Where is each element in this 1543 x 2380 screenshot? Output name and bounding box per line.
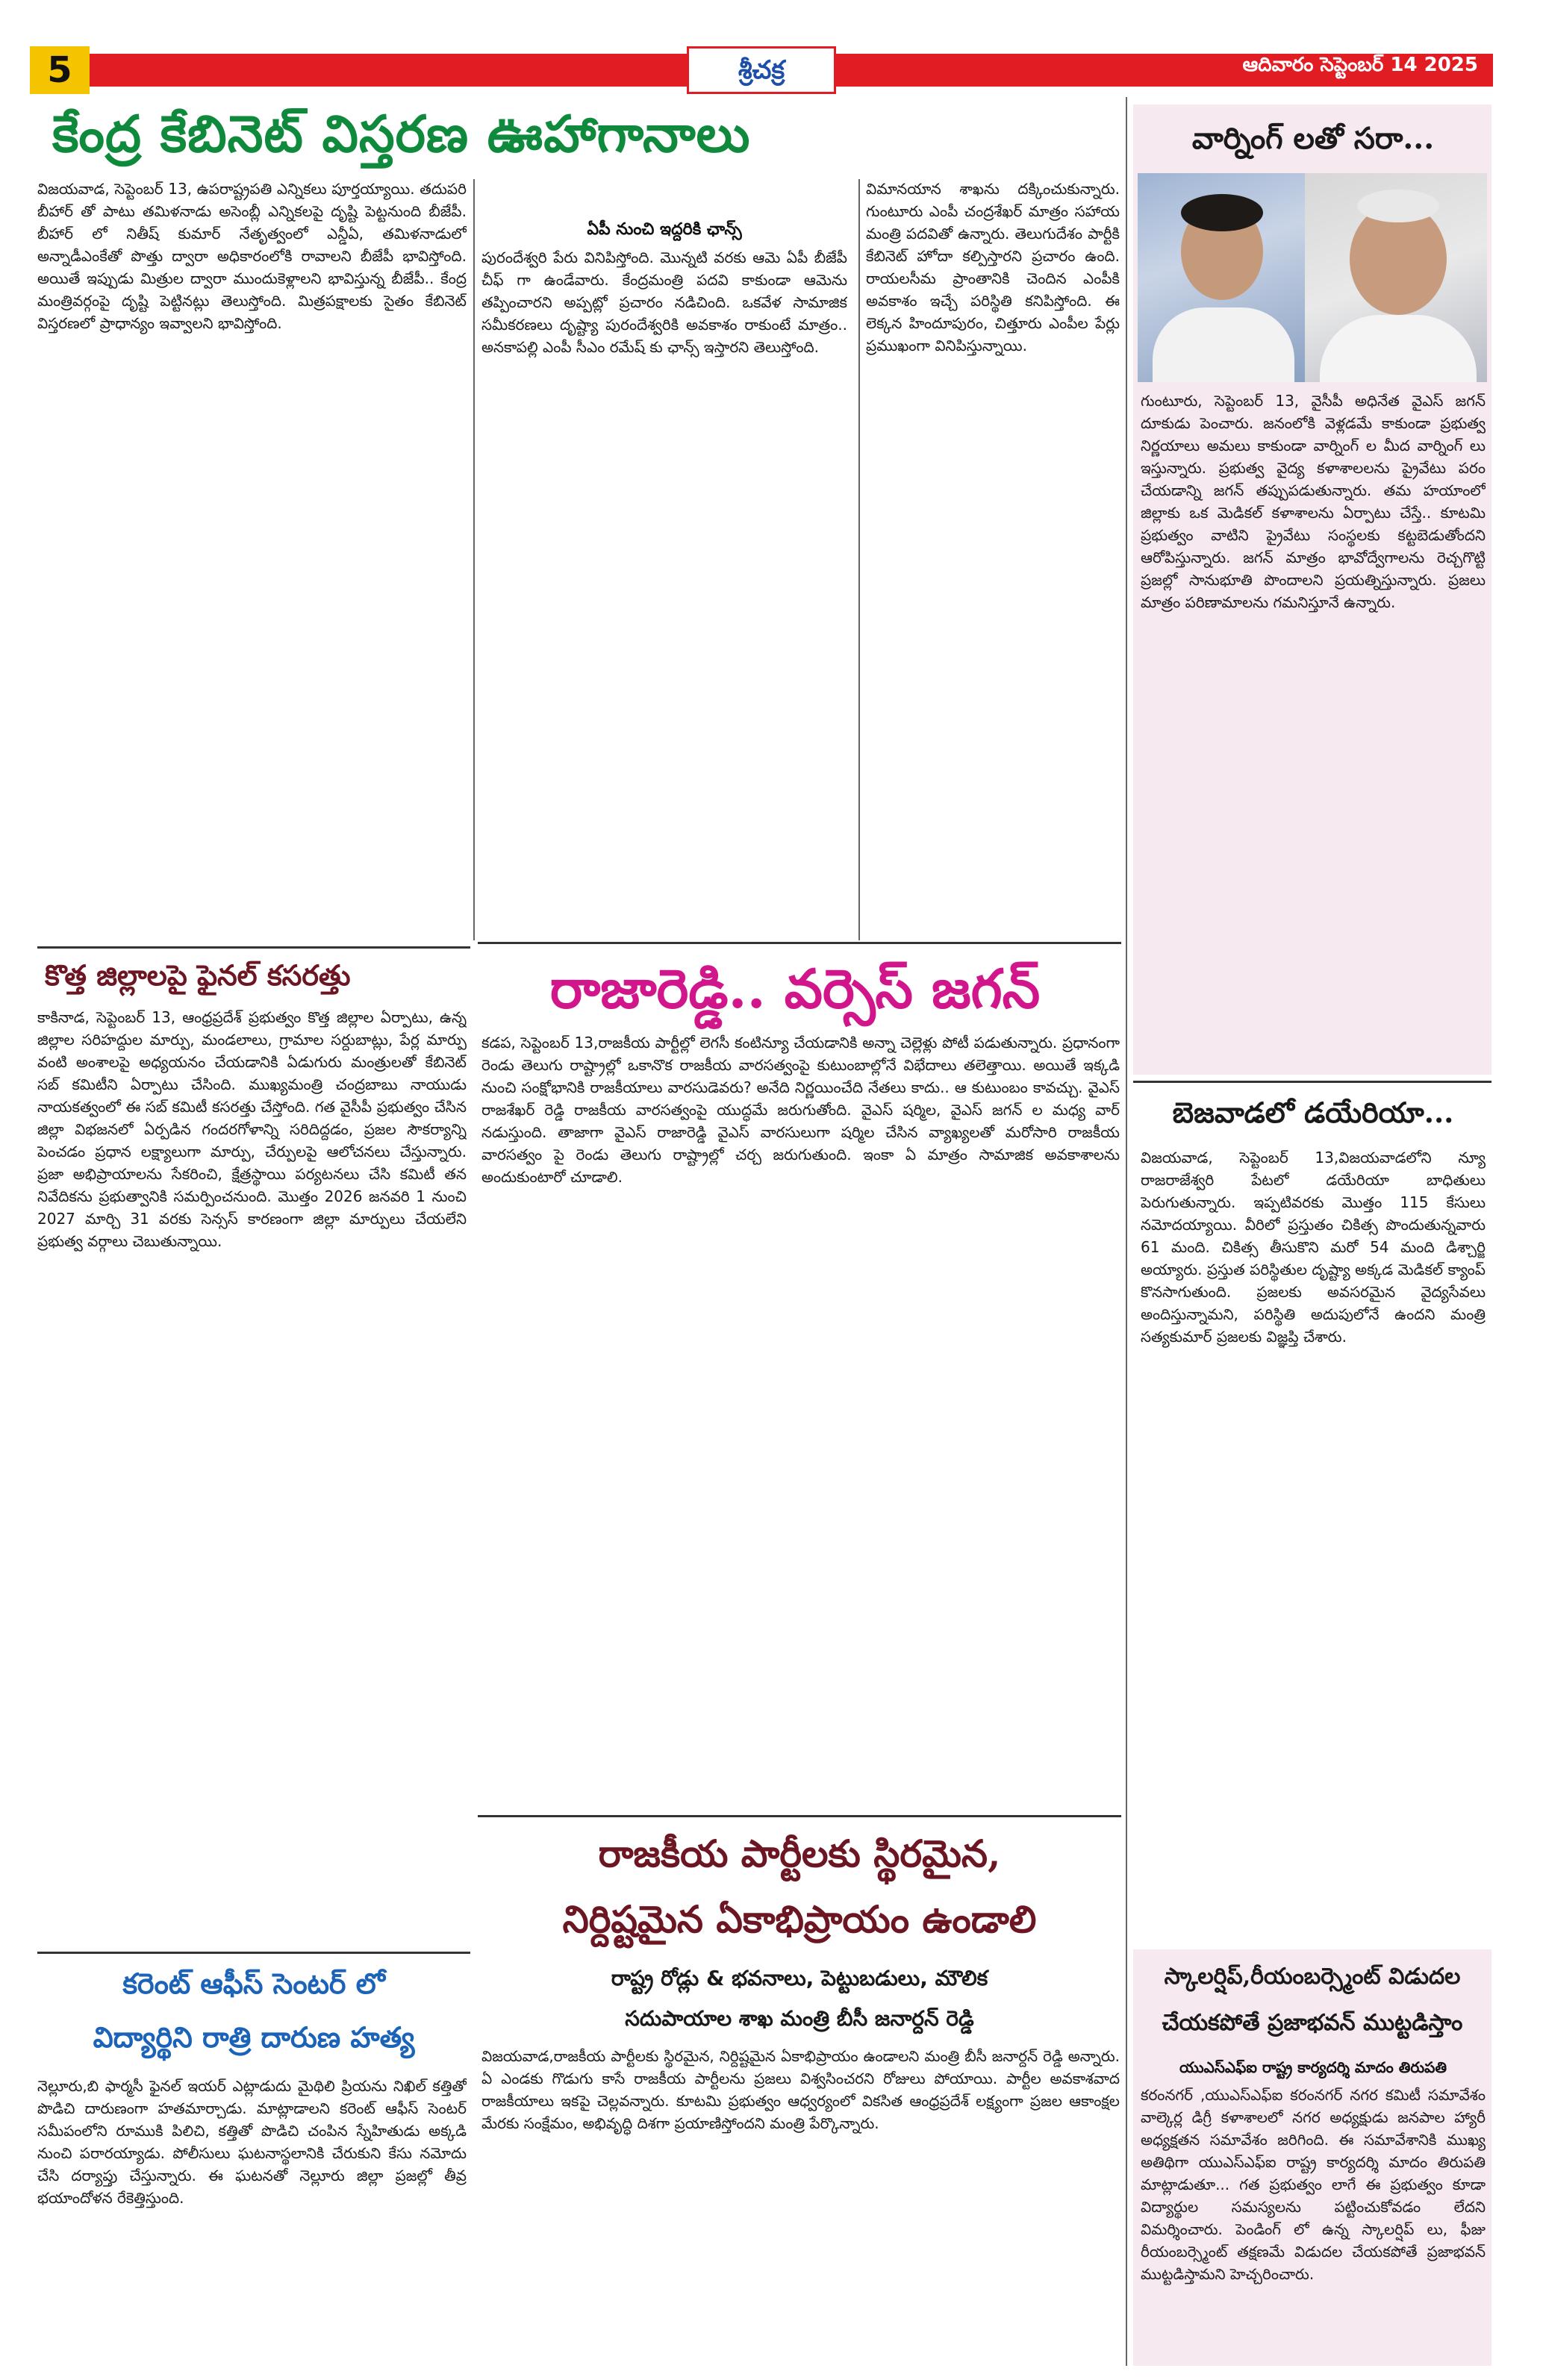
minister-subhead [478, 1958, 1121, 2040]
newspaper-logo [687, 46, 836, 94]
rajareddy-headline: రాజారెడ్డి.. వర్సెస్ జగన్ [549, 957, 1041, 1020]
current-office-headline [45, 1957, 463, 2069]
scholarship-headline-line2: చేయకపోతే ప్రజాభవన్ ముట్టడిస్తాం [1162, 2010, 1463, 2036]
jagan-photo [1138, 173, 1305, 382]
person-hair [1181, 194, 1263, 231]
warnings-body [1141, 390, 1486, 1069]
scholarship-subhead: యుఎస్ఎఫ్ఐ రాష్ట్ర కార్యదర్శి మాదం తిరుపతి [1179, 2058, 1447, 2076]
lead-body [37, 178, 467, 939]
lead-subhead: ఏపీ నుంచి ఇద్దరికి ఛాన్స్ [587, 220, 742, 239]
person-shirt [1153, 307, 1294, 382]
minister-headline-line1: రాజకీయ పార్టీలకు స్థిరమైన, [598, 1831, 1001, 1875]
person-shirt [1320, 315, 1477, 382]
minister-headline [478, 1821, 1121, 1955]
lead-col3 [866, 178, 1120, 939]
warnings-headline: వార్నింగ్ లతో సరా... [1191, 121, 1435, 156]
scholarship-paragraph: కరంనగర్ ,యుఎస్ఎఫ్ఐ కరంనగర్ నగర కమిటీ సమావేశం వాల్కెర్ల డిగ్రీ కళాశాలలో నగర అధ్యక్షుడు జనపాల హ్యారీ అధ్యక్షతన సమావేశం జరిగింది. ఈ సమావేశానికి ముఖ్య అతిథిగా యుఎస్ఎఫ్ఐ రాష్ట్ర కార్యదర్శి మాదం తిరుపతి మాట్లాడుతూ... గత ప్రభుత్వం లాగే ఈ ప్రభుత్వం కూడా విద్యార్థుల సమస్యలను పట్టించుకోవడం లేదని విమర్శించారు. పెండింగ్ లో ఉన్న స్కాలర్షిప్ లు, ఫీజు రీయంబర్స్మెంట్ తక్షణమే విడుదల చేయకపోతే ప్రజాభవన్ ముట్టడిస్తామని హెచ్చరించారు. [1141, 2086, 1486, 2283]
scholarship-headline [1136, 1954, 1489, 2051]
lead-col2 [481, 246, 847, 939]
diarrhea-headline: బెజవాడలో డయేరియా... [1172, 1096, 1454, 1129]
current-office-headline-line2: విద్యార్థిని రాత్రి దారుణ హత్య [93, 2020, 415, 2054]
districts-body [37, 1006, 467, 1946]
current-office-headline-line1: కరెంట్ ఆఫీస్ సెంటర్ లో [122, 1967, 385, 2000]
minister-paragraph: విజయవాడ,రాజకీయ పార్టీలకు స్థిరమైన, నిర్దిష్టమైన ఏకాభిప్రాయం ఉండాలని మంత్రి బీసీ జనార్దన్ రెడ్డి అన్నారు. ఏ ఎండకు గొడుగు కాసే రాజకీయ పార్టీలను ప్రజలు విశ్వసించరని రోజులు పోయాయి. పార్టీల అవకాశవాద రాజకీయాలు ఇకపై చెల్లవన్నారు. కూటమి ప్రభుత్వం ఆధ్వర్యంలో వికసిత ఆంధ్రప్రదేశ్ లక్ష్యంగా ప్రజల ఆకాంక్షల మేరకు సంక్షేమం, అభివృద్ధి దిశగా ప్రయాణిస్తోందని మంత్రి పేర్కొన్నారు. [481, 2047, 1120, 2132]
logo-text: శ్రీచక్ర [738, 55, 785, 85]
diarrhea-body [1141, 1146, 1486, 1945]
lead-headline: కేంద్ర కేబినెట్ విస్తరణ ఊహాగానాలు [52, 104, 751, 164]
naidu-photo [1305, 173, 1487, 382]
current-office-body [37, 2075, 467, 2366]
diarrhea-paragraph: విజయవాడ, సెప్టెంబర్ 13,విజయవాడలోని న్యూ రాజరాజేశ్వరి పేటలో డయేరియా బాధితులు పెరుగుతున్నారు. ఇప్పటివరకు మొత్తం 115 కేసులు నమోదయ్యాయి. వీరిలో ప్రస్తుతం చికిత్స పొందుతున్నవారు 61 మంది. చికిత్స తీసుకొని మరో 54 మంది డిశ్చార్జి అయ్యారు. ప్రస్తుత పరిస్థితుల దృష్ట్యా అక్కడ మెడికల్ క్యాంప్ కొనసాగుతుంది. ప్రజలకు అవసరమైన వైద్యసేవలు అందిస్తున్నామని, పరిస్థితి అదుపులోనే ఉందని మంత్రి సత్యకుమార్ ప్రజలకు విజ్ఞప్తి చేశారు. [1141, 1149, 1486, 1346]
rajareddy-body [481, 1031, 1120, 1811]
minister-headline-line2: నిర్దిష్టమైన ఏకాభిప్రాయం ఉండాలి [562, 1897, 1037, 1941]
minister-subhead-line2: సదుపాయాల శాఖ మంత్రి బీసీ జనార్దన్ రెడ్డి [625, 2006, 974, 2031]
districts-headline: కొత్త జిల్లాలపై ఫైనల్ కసరత్తు [45, 958, 351, 992]
lead-col3-paragraph: విమానయాన శాఖను దక్కించుకున్నారు. గుంటూరు ఎంపీ చంద్రశేఖర్ మాత్రం సహాయ మంత్రి పదవితో ఉన్నారు. తెలుగుదేశం పార్టీకి కేబినెట్ హోదా కల్పిస్తారని ప్రచారం ఉంది. రాయలసీమ ప్రాంతానికి చెందిన ఎంపీకి అవకాశం ఇచ్చే పరిస్థితి కనిపిస్తోంది. ఈ లెక్కన హిందూపురం, చిత్తూరు ఎంపీల పేర్లు ప్రముఖంగా వినిపిస్తున్నాయి. [866, 180, 1120, 354]
page-number: 5 [30, 46, 90, 94]
rajareddy-paragraph: కడప, సెప్టెంబర్ 13,రాజకీయ పార్టీల్లో లెగసీ కంటిన్యూ చేయడానికి అన్నా చెల్లెళ్లు పోటీ పడుతున్నారు. ప్రధానంగా రెండు తెలుగు రాష్ట్రాల్లో ఒకానొక రాజకీయ వారసత్వంపై కుటుంబాల్లోనే విభేదాలు తలెత్తాయి. అయితే ఇక్కడి నుంచి సంక్షోభానికి రాజకీయాలు వారసుడెవరు? అనేది నిర్ణయించేది నేతలు కాదు.. ఆ కుటుంబం కావచ్చు. వైఎస్ రాజశేఖర్ రెడ్డి రాజకీయ వారసత్వంపై యుద్ధమే జరుగుతోంది. వైఎస్ షర్మిల, వైఎస్ జగన్ ల మధ్య వార్ నడుస్తుంది. తాజాగా వైఎస్ రాజారెడ్డి వైఎస్ వారసులుగా షర్మిల చేసిన వ్యాఖ్యలతో మరోసారి రాజకీయ వారసత్వం పై రెండు తెలుగు రాష్ట్రాల్లో చర్చ జరుగుతుంది. ఇంకా ఏ మాత్రం సామాజిక అవకాశాలను అందుకుంటారో చూడాలి. [481, 1034, 1120, 1186]
districts-paragraph: కాకినాడ, సెప్టెంబర్ 13, ఆంధ్రప్రదేశ్ ప్రభుత్వం కొత్త జిల్లాల ఏర్పాటు, ఉన్న జిల్లాల సరిహద్దుల మార్పు, మండలాలు, గ్రామాల సర్దుబాట్లు, పేర్ల మార్పు వంటి అంశాలపై అధ్యయనం చేయడానికి ఏడుగురు మంత్రులతో కేబినెట్ సబ్ కమిటీని ఏర్పాటు చేసింది. ముఖ్యమంత్రి చంద్రబాబు నాయుడు నాయకత్వంలో ఈ సబ్ కమిటీ కసరత్తు చేస్తోంది. గత వైసీపీ ప్రభుత్వం చేసిన జిల్లా విభజనలో ఏర్పడిన గందరగోళాన్ని సరిదిద్దడం, ప్రజల సౌకర్యాన్ని పెంచడం ప్రధాన లక్ష్యాలుగా మార్పు, చేర్పులపై ఆలోచనలు చేస్తున్నారు. ప్రజా అభిప్రాయాలను సేకరించి, క్షేత్రస్థాయి పర్యటనలు చేసి కమిటీ తన నివేదికను ప్రభుత్వానికి సమర్పించనుంది. మొత్తం 2026 జనవరి 1 నుంచి 2027 మార్చి 31 వరకు సెన్సస్ కారణంగా జిల్లా మార్పులు చేయలేని ప్రభుత్వ వర్గాలు చెబుతున్నాయి. [37, 1008, 467, 1250]
lead-paragraph: విజయవాడ, సెప్టెంబర్ 13, ఉపరాష్ట్రపతి ఎన్నికలు పూర్తయ్యాయి. తదుపరి బీహార్ తో పాటు తమిళనాడు అసెంబ్లీ ఎన్నికలపై దృష్టి పెట్టనుంది బీజేపీ. బీహార్ లో నితీష్ కుమార్ నేతృత్వంలో ఎన్డీఏ, తమిళనాడులో అన్నాడీఎంకేతో పొత్తు ద్వారా అధికారంలోకి రావాలని బీజేపీ భావిస్తోంది. అయితే ఇప్పుడు మిత్రుల ద్వారా ముందుకెళ్లాలని భావిస్తున్న బీజేపీ.. కేంద్ర మంత్రివర్గంపై దృష్టి పెట్టినట్లు తెలుస్తోంది. మిత్రపక్షాలకు సైతం కేబినెట్ విస్తరణలో ప్రాధాన్యం ఇవ్వాలని భావిస్తోంది. [37, 180, 467, 332]
warnings-paragraph: గుంటూరు, సెప్టెంబర్ 13, వైసీపీ అధినేత వైఎస్ జగన్ దూకుడు పెంచారు. జనంలోకి వెళ్లడమే కాకుండా ప్రభుత్వ నిర్ణయాలు అమలు కాకుండా వార్నింగ్ ల మీద వార్నింగ్ లు ఇస్తున్నారు. ప్రభుత్వ వైద్య కళాశాలలను ప్రైవేటు పరం చేయడాన్ని జగన్ తప్పుపడుతున్నారు. తమ హయాంలో జిల్లాకు ఒక మెడికల్ కళాశాలను ఏర్పాటు చేస్తే.. కూటమి ప్రభుత్వం వాటిని ప్రైవేటు సంస్థలకు కట్టబెడుతోందని ఆరోపిస్తున్నారు. జగన్ మాత్రం భావోద్వేగాలను రెచ్చగొట్టి ప్రజల్లో సానుభూతి పొందాలని ప్రయత్నిస్తున్నారు. ప్రజలు మాత్రం పరిణామాలను గమనిస్తూనే ఉన్నారు. [1141, 392, 1486, 611]
scholarship-body [1141, 2084, 1486, 2360]
issue-date: ఆదివారం సెప్టెంబర్ 14 2025 [1242, 54, 1478, 76]
minister-subhead-line1: రాష్ట్ర రోడ్లు & భవనాలు, పెట్టుబడులు, మౌలిక [611, 1966, 988, 1990]
scholarship-headline-line1: స్కాలర్షిప్,రీయంబర్స్మెంట్ విడుదల [1164, 1964, 1461, 1990]
masthead [30, 46, 1493, 94]
minister-body [481, 2045, 1120, 2366]
person-hair [1357, 190, 1439, 222]
lead-col2-paragraph: పురందేశ్వరి పేరు వినిపిస్తోంది. మొన్నటి వరకు ఆమె ఏపీ బీజేపీ చీఫ్ గా ఉండేవారు. కేంద్రమంత్రి పదవి కాకుండా ఆమెను తప్పించారని అప్పట్లో ప్రచారం నడిచింది. ఒకవేళ సామాజిక సమీకరణలు దృష్ట్యా పురందేశ్వరికి అవకాశం రాకుంటే మాత్రం.. అనకాపల్లి ఎంపీ సీఎం రమేష్ కు ఛాన్స్ ఇస్తారని తెలుస్తోంది. [481, 249, 847, 356]
current-office-paragraph: నెల్లూరు,బి ఫార్మసీ ఫైనల్ ఇయర్ ఎట్లాడుదు మైథిలి ప్రియను నిఖిల్ కత్తితో పొడిచి దారుణంగా హతమార్చాడు. మాట్లాడాలని కరెంట్ ఆఫీస్ సెంటర్ సమీపంలోని రూముకి పిలిచి, కత్తితో పొడిచి చంపిన స్నేహితుడు అక్కడి నుంచి పరారయ్యాడు. పోలీసులు ఘటనాస్థలానికి చేరుకుని కేసు నమోదు చేసి దర్యాప్తు చేస్తున్నారు. ఈ ఘటనతో నెల్లూరు జిల్లా ప్రజల్లో తీవ్ర భయాందోళన రేకెత్తిస్తుంది. [37, 2077, 467, 2207]
